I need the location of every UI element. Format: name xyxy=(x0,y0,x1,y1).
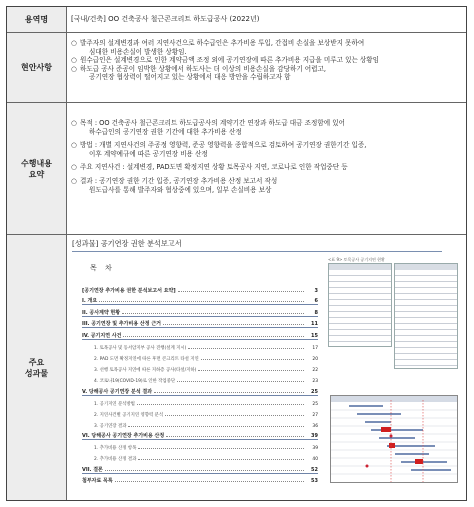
label-line: 요약 xyxy=(28,169,45,179)
toc-entry xyxy=(82,328,318,340)
toc-entry-title: 3. 공기연장 결과 xyxy=(94,423,127,429)
issue-line: 공기연장 협상력이 떨어지고 있는 상황에서 대응 방안을 수립하고자 함 xyxy=(89,73,291,82)
report-title: [성과물] 공기연장 권한 분석보고서 xyxy=(72,239,182,248)
toc-leader xyxy=(178,291,304,292)
toc-entry-title: IV. 공기지연 사건 xyxy=(82,332,122,339)
toc-leader xyxy=(163,324,304,325)
toc-entry-page: 3 xyxy=(314,287,318,294)
row-service-name xyxy=(7,7,466,33)
toc-entry-title: 4. 코로나19(COVID-19)로 인한 작업중단 xyxy=(94,378,176,384)
bullet-marker: ○ xyxy=(71,119,77,127)
issues-content xyxy=(67,33,466,102)
toc-leader xyxy=(115,481,304,482)
summary-line: 하수급인의 공기연장 권한 기간에 대한 추가비용 산정 xyxy=(89,127,242,136)
toc-entry-page: 6 xyxy=(314,298,318,305)
label-line: 주요 xyxy=(28,357,45,367)
toc-leader xyxy=(122,313,304,314)
toc-entry xyxy=(82,373,318,384)
table-caption: <표 9> 토목공사 공기지연 현황 xyxy=(328,257,385,262)
toc-entry xyxy=(82,418,318,429)
service-name-text: [국내/건축] OO 건축공사 철근콘크리트 하도급공사 (2022년) xyxy=(71,15,260,24)
toc-leader xyxy=(177,381,304,382)
label-summary xyxy=(7,103,67,234)
toc-entry-page: 52 xyxy=(311,466,318,473)
bullet-marker: ○ xyxy=(71,176,77,185)
toc-leader xyxy=(105,470,304,471)
issue-line: 심대한 비용손실이 발생한 상황임. xyxy=(89,47,187,56)
toc-entry-page: 8 xyxy=(314,309,318,316)
service-name-value xyxy=(67,7,466,32)
summary-item xyxy=(71,141,462,158)
toc-entry-title: 1. 추가비용 산정 항목 xyxy=(94,446,137,452)
toc-entry-page: 40 xyxy=(312,457,318,463)
toc-leader xyxy=(128,426,304,427)
toc-entry-title: I. 개요 xyxy=(82,298,98,305)
toc-entry-title: 2. 지연사건별 공기지연 영향력 분석 xyxy=(94,412,164,418)
toc-entry-page: 39 xyxy=(311,433,318,440)
summary-line: 원도급사를 통해 발주자와 협상중에 있으며, 일부 손실비용 보상 xyxy=(89,185,272,194)
toc-leader xyxy=(123,336,304,337)
report-preview xyxy=(66,235,458,487)
schedule-table-left xyxy=(328,263,392,347)
bullet-marker: ○ xyxy=(71,56,77,65)
toc-entry xyxy=(82,396,318,407)
toc-entry xyxy=(82,407,318,418)
toc-entry-title: [공기연장 추가비용 권한 분석보고서 요약] xyxy=(82,287,176,294)
toc-entry-title: 1. 토목공사 및 동서암지부 공사 진행(설계 지시) xyxy=(94,345,187,351)
summary-content xyxy=(67,103,466,234)
toc-leader xyxy=(137,404,304,405)
toc-entry-title: II. 공사계약 현황 xyxy=(82,309,121,316)
toc-entry xyxy=(82,294,318,306)
toc-entry-page: 15 xyxy=(311,332,318,339)
toc-entry xyxy=(82,429,318,441)
toc-entry-title: 3. 선행 토목공사 지연에 따른 지하층 공사(타설/지하) xyxy=(94,367,197,373)
toc-entry-title: V. 당해공사 공기연장 분석 결과 xyxy=(82,388,153,395)
summary-line: 결과 : 공기연장 권한 기간 입증, 공기연장 추가비용 산정 보고서 작성 xyxy=(80,176,278,185)
toc-entry-page: 53 xyxy=(311,478,318,485)
toc-entry-page: 20 xyxy=(312,356,318,362)
report-title-rule xyxy=(72,251,442,252)
bullet-marker: ○ xyxy=(71,163,77,172)
label-line: 성과물 xyxy=(24,368,49,378)
label-issues: 현안사항 xyxy=(7,33,67,102)
gantt-chart-image xyxy=(330,395,458,483)
toc-entry-title: 1. 공기지연 분석방법 xyxy=(94,401,135,407)
gantt-graphic xyxy=(331,396,457,482)
bullet-marker: ○ xyxy=(71,141,77,150)
toc-entry xyxy=(82,283,318,294)
row-summary xyxy=(7,103,466,235)
toc-entry-page: 25 xyxy=(311,388,318,395)
toc-entry-title: 2. PAD 도면 확정지연에 따른 후면 콘크리트 타설 지연 xyxy=(94,356,199,362)
toc-entry xyxy=(82,317,318,329)
toc-entry-page: 36 xyxy=(312,423,318,429)
toc-entry-page: 23 xyxy=(312,378,318,384)
toc-entry-title: III. 공기연장 및 추가비용 산정 근거 xyxy=(82,321,161,328)
issue-line: 발주자의 설계변경과 여러 지연사건으로 하수급인은 추가비용 투입, 간접비 손실을 보상받지 못하여 xyxy=(80,39,365,47)
issue-item xyxy=(71,39,462,56)
toc-entry xyxy=(82,451,318,462)
toc-entry xyxy=(82,384,318,396)
summary-line: 방법 : 개별 지연사건의 주공정 영향력, 준공 영향력을 종합적으로 검토하여 공기연장 권한기간 입증, xyxy=(80,141,367,150)
toc-entry xyxy=(82,462,318,474)
row-issues xyxy=(7,33,466,103)
toc-leader xyxy=(201,359,304,360)
toc-entry-title: 첨부자료 목록 xyxy=(82,478,113,485)
schedule-table-right xyxy=(394,263,458,369)
toc-entry-title: 2. 추가비용 산정 결과 xyxy=(94,457,137,463)
toc-entry xyxy=(82,362,318,373)
summary-line: 목적 : OO 건축공사 철근콘크리트 하도급공사의 계약기간 연장과 하도급 대금 조정함에 있어 xyxy=(80,119,345,127)
toc-entry-title: VI. 당해공사 공기연장 추가비용 산정 xyxy=(82,433,165,440)
issue-line: 원수급인은 설계변경으로 인한 계약금액 조정 외에 공기연장에 따른 추가비용 지급을 미루고 있는 상황임 xyxy=(80,56,380,65)
toc-leader xyxy=(154,392,304,393)
toc-entry-page: 25 xyxy=(312,401,318,407)
toc-heading: 목 차 xyxy=(90,264,115,272)
bullet-marker: ○ xyxy=(71,39,77,47)
summary-item xyxy=(71,177,462,194)
bullet-marker: ○ xyxy=(71,64,77,73)
table-of-contents xyxy=(82,259,318,484)
toc-leader xyxy=(188,348,304,349)
toc-entry xyxy=(82,351,318,362)
toc-entry xyxy=(82,474,318,485)
toc-entry-page: 27 xyxy=(312,412,318,418)
issue-item xyxy=(71,65,462,82)
issue-line: 하도급 공사 준공이 임박한 상황에서 하도사는 더 이상의 비용손실을 감당하기 어렵고, xyxy=(80,64,326,73)
toc-leader xyxy=(166,436,304,437)
issue-item xyxy=(71,56,462,65)
toc-entry xyxy=(82,440,318,451)
summary-line: 주요 지연사건 : 설계변경, PAD도면 확정지연 상황 토목공사 지연, 코로나로 인한 작업중단 등 xyxy=(80,163,348,172)
toc-entry-page: 22 xyxy=(312,367,318,373)
summary-line: 이후 계약예규에 따른 공기연장 비용 산정 xyxy=(89,149,208,158)
toc-leader xyxy=(138,459,304,460)
toc-entry-page: 17 xyxy=(312,345,318,351)
toc-entry xyxy=(82,340,318,351)
toc-entry-page: 11 xyxy=(311,321,318,328)
label-results xyxy=(7,235,67,500)
toc-leader xyxy=(138,448,304,449)
toc-leader xyxy=(198,370,304,371)
toc-entry xyxy=(82,305,318,317)
summary-item xyxy=(71,163,462,172)
label-service-name: 용역명 xyxy=(7,7,67,32)
label-line: 수행내용 xyxy=(21,158,52,168)
toc-leader xyxy=(99,301,304,302)
toc-entry-title: VII. 결론 xyxy=(82,466,103,473)
toc-list xyxy=(82,283,318,484)
summary-item xyxy=(71,119,462,136)
toc-entry-page: 39 xyxy=(312,446,318,452)
toc-leader xyxy=(165,415,304,416)
